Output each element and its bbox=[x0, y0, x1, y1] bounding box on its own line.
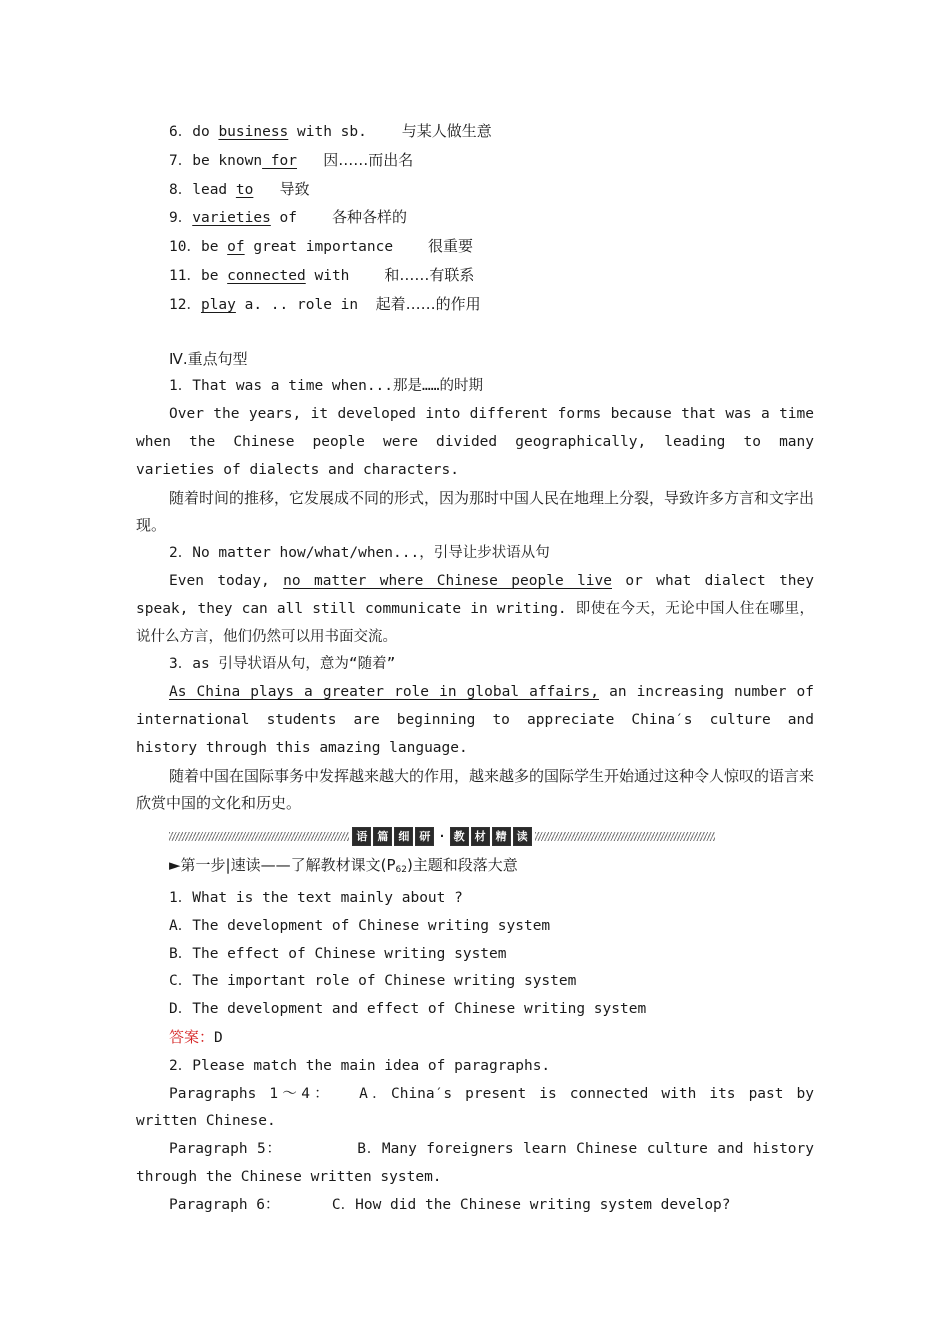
banner-char: 教 bbox=[450, 827, 469, 846]
document-page bbox=[136, 118, 823, 1219]
phrase-blank: varieties bbox=[192, 210, 271, 227]
phrase-item bbox=[136, 176, 814, 205]
sentence-pattern-title: 1．That was a time when...那是……的时期 bbox=[169, 378, 483, 395]
question: 1．What is the text mainly about ? bbox=[169, 889, 463, 906]
phrase-meaning: 各种各样的 bbox=[331, 208, 407, 227]
banner-char: 研 bbox=[415, 827, 434, 846]
highlighted-clause: As China plays a greater role in global affairs, bbox=[169, 684, 599, 701]
phrase-blank: business bbox=[218, 124, 289, 140]
phrase-item bbox=[136, 118, 814, 147]
phrase-item bbox=[136, 147, 814, 176]
key-sentences-section bbox=[136, 346, 814, 819]
phrase-meaning: 起着……的作用 bbox=[375, 294, 481, 313]
phrase-text: be known bbox=[192, 152, 263, 169]
phrase-blank: play bbox=[200, 296, 236, 313]
phrase-text: of bbox=[270, 210, 298, 227]
match-item: Paragraph 6： C．How did the Chinese writing system develop? bbox=[169, 1196, 731, 1213]
phrase-item bbox=[136, 262, 814, 291]
question: 2．Please match the main idea of paragraphs. bbox=[169, 1057, 551, 1074]
phrase-meaning: 导致 bbox=[279, 179, 310, 198]
phrase-item bbox=[136, 233, 814, 262]
phrase-number: 12． bbox=[169, 296, 201, 313]
phrase-text: be bbox=[200, 239, 228, 256]
phrase-text: lead bbox=[192, 181, 236, 198]
option: C．The important role of Chinese writing system bbox=[169, 973, 577, 990]
highlighted-clause: no matter where Chinese people live bbox=[283, 572, 612, 589]
phrase-text: a. .. role in bbox=[235, 296, 359, 313]
banner-char: 语 bbox=[352, 827, 371, 846]
sentence-pattern-title: 2．No matter how/what/when...，引导让步状语从句 bbox=[169, 545, 550, 562]
phrase-blank: for bbox=[262, 152, 297, 169]
section-heading: Ⅳ.重点句型 bbox=[169, 349, 248, 368]
banner-hatch-right bbox=[535, 832, 715, 841]
phrase-blank: connected bbox=[227, 267, 306, 284]
option: A．The development of Chinese writing system bbox=[169, 917, 551, 934]
banner-separator: · bbox=[438, 829, 446, 844]
banner-hatch-left bbox=[169, 832, 349, 841]
phrase-text: great importance bbox=[244, 239, 394, 256]
example-sentence: Even today, no matter where Chinese people live or what dialect they speak, they can all still communicate in writing. 即使在今天，无论中国人住在哪里，说什么方言，他们仍然可以用书面交流。 bbox=[136, 572, 815, 645]
phrase-number: 7． bbox=[169, 152, 193, 169]
answer bbox=[136, 1024, 814, 1053]
banner-char: 细 bbox=[394, 827, 413, 846]
phrase-number: 8． bbox=[169, 181, 193, 198]
example-sentence-en: As China plays a greater role in global affairs, an increasing number of international students are beginning to appreciate China′s culture and history through this amazing language. bbox=[136, 684, 814, 756]
step1-section bbox=[136, 852, 823, 1219]
phrase-item bbox=[136, 204, 814, 233]
phrase-meaning: 很重要 bbox=[427, 237, 473, 256]
banner-title bbox=[349, 827, 534, 846]
example-sentence-zh: 随着中国在国际事务中发挥越来越大的作用，越来越多的国际学生开始通过这种令人惊叹的语言来欣赏中国的文化和历史。 bbox=[136, 766, 815, 813]
phrase-list bbox=[136, 118, 814, 320]
banner-char: 材 bbox=[471, 827, 490, 846]
match-item: Paragraphs 1～4： A．China′s present is connected with its past by written Chinese. bbox=[136, 1085, 823, 1130]
option: B．The effect of Chinese writing system bbox=[169, 945, 507, 962]
phrase-text: with sb. bbox=[288, 124, 367, 140]
phrase-text: do bbox=[192, 124, 219, 140]
answer-value: D bbox=[214, 1029, 223, 1046]
phrase-number: 6． bbox=[169, 124, 193, 140]
phrase-number: 10． bbox=[169, 239, 201, 256]
example-sentence-en: Over the years, it developed into different forms because that was a time when the Chinese people were divided geographically, leading to many varieties of dialects and characters. bbox=[136, 406, 814, 478]
option: D．The development and effect of Chinese writing system bbox=[169, 1001, 647, 1018]
answer-label: 答案： bbox=[169, 1027, 215, 1046]
match-item: Paragraph 5： B．Many foreigners learn Chinese culture and history through the Chinese written system. bbox=[136, 1141, 823, 1185]
banner-char: 读 bbox=[513, 827, 532, 846]
sentence-pattern-title: 3．as 引导状语从句，意为“随着” bbox=[169, 656, 396, 673]
banner-char: 篇 bbox=[373, 827, 392, 846]
phrase-text: with bbox=[305, 267, 350, 284]
phrase-meaning: 与某人做生意 bbox=[401, 122, 492, 140]
section-banner bbox=[169, 822, 715, 850]
phrase-item bbox=[136, 291, 814, 320]
phrase-blank: to bbox=[235, 181, 254, 198]
banner-char: 精 bbox=[492, 827, 511, 846]
phrase-meaning: 因……而出名 bbox=[323, 150, 414, 169]
phrase-number: 11． bbox=[169, 267, 201, 284]
step-title: ►第一步|速读——了解教材课文$(P_{62})$主题和段落大意 bbox=[169, 856, 518, 876]
phrase-meaning: 和……有联系 bbox=[384, 265, 475, 284]
phrase-blank: of bbox=[227, 239, 245, 256]
phrase-text: be bbox=[200, 267, 228, 284]
example-sentence-zh: 随着时间的推移，它发展成不同的形式，因为那时中国人民在地理上分裂，导致许多方言和文字出现。 bbox=[136, 488, 815, 535]
phrase-number: 9． bbox=[169, 210, 193, 227]
